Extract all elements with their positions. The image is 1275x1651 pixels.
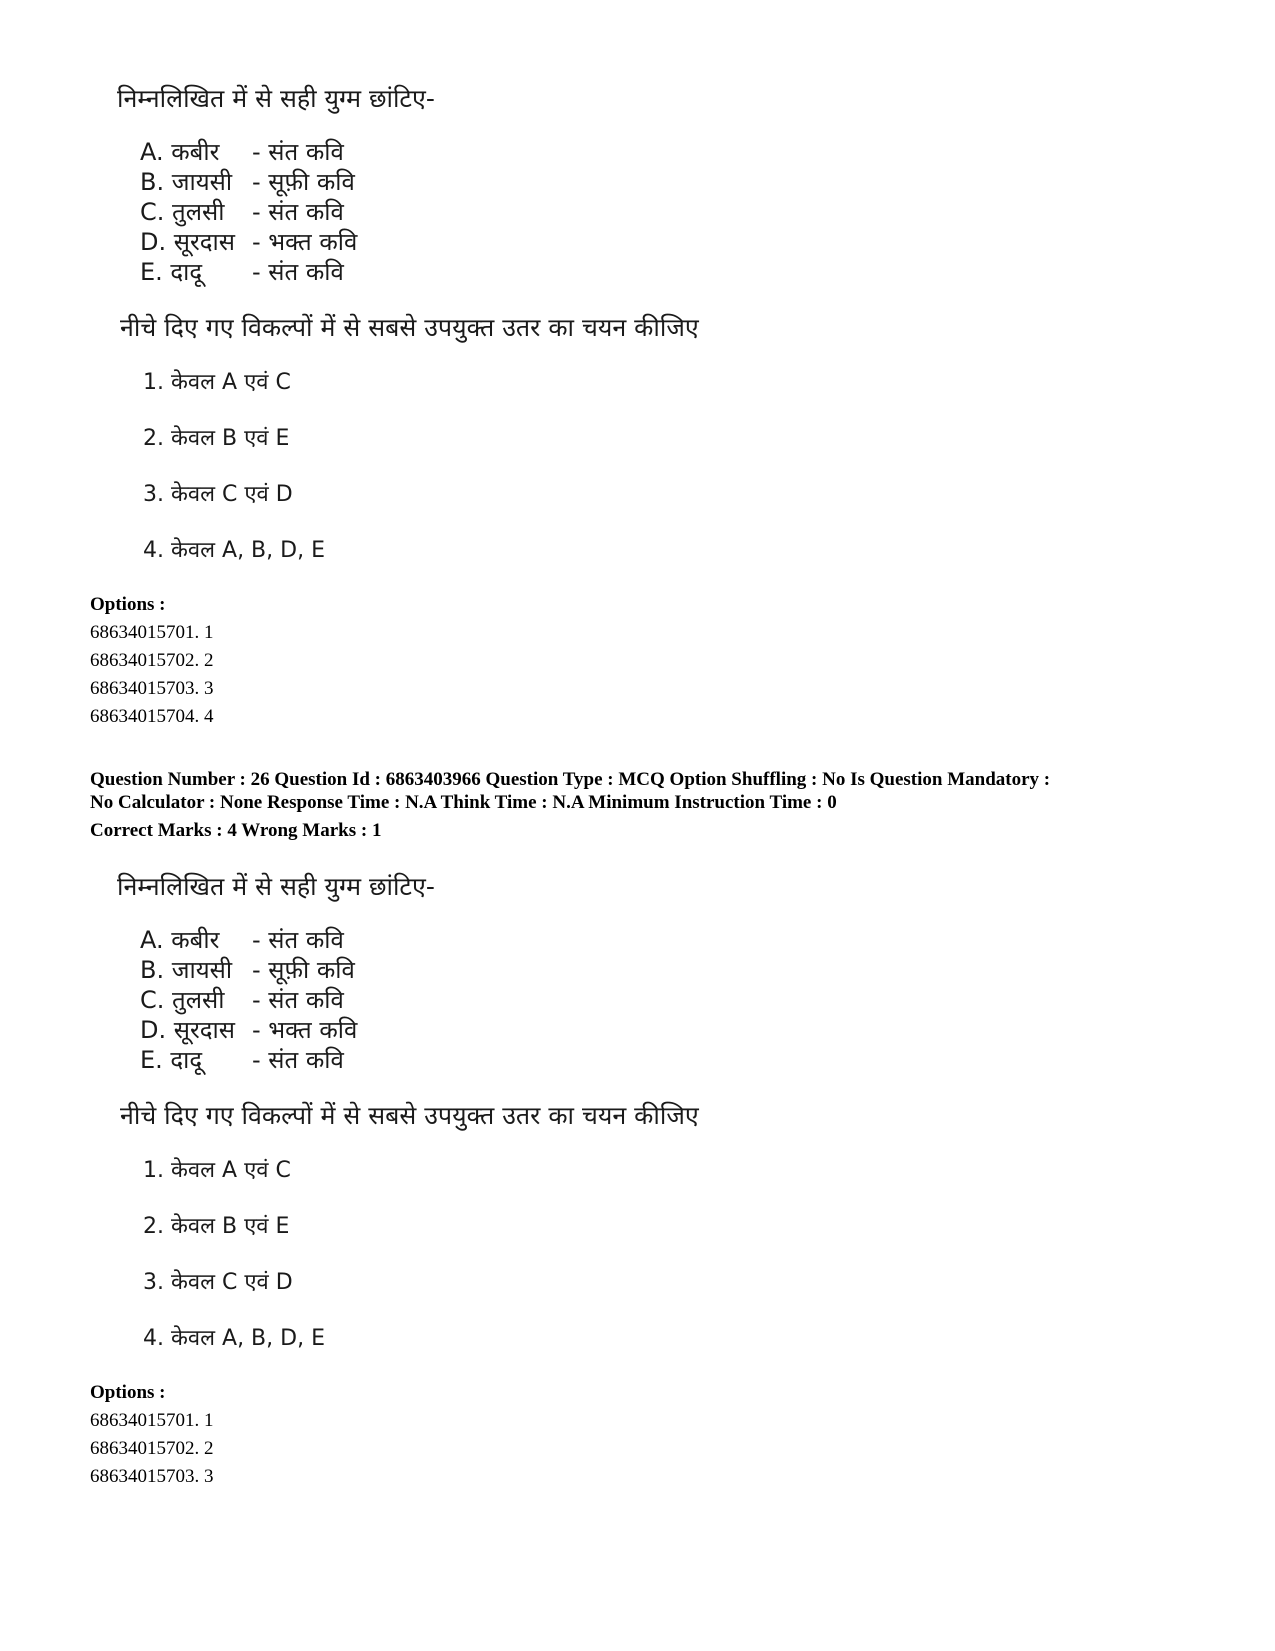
pair-row <box>140 988 344 1012</box>
pair-value: - संत कवि <box>252 1046 344 1074</box>
pair-value: - सूफ़ी कवि <box>252 956 355 984</box>
pair-row <box>140 260 344 284</box>
pair-value: - संत कवि <box>252 926 344 954</box>
option-item: 68634015704. 4 <box>90 706 214 727</box>
pair-row <box>140 230 357 254</box>
pair-value: - भक्त कवि <box>252 228 358 256</box>
option-item: 68634015702. 2 <box>90 1438 214 1459</box>
option-item: 68634015703. 3 <box>90 1466 214 1487</box>
pair-value: - सूफ़ी कवि <box>252 168 355 196</box>
choice-item: 1. केवल A एवं C <box>143 1158 291 1183</box>
pair-key: B. जायसी <box>140 956 233 984</box>
question-prompt: नीचे दिए गए विकल्पों में से सबसे उपयुक्त उतर का चयन कीजिए <box>120 1101 699 1130</box>
question-header-line2: No Calculator : None Response Time : N.A Think Time : N.A Minimum Instruction Time : 0 <box>90 792 837 813</box>
choice-item: 4. केवल A, B, D, E <box>143 538 325 563</box>
pair-key: E. दादू <box>140 1046 203 1074</box>
choice-item: 2. केवल B एवं E <box>143 426 290 451</box>
pair-row <box>140 1048 344 1072</box>
pair-key: E. दादू <box>140 258 203 286</box>
pair-row <box>140 958 355 982</box>
question-marks: Correct Marks : 4 Wrong Marks : 1 <box>90 820 382 841</box>
option-item: 68634015703. 3 <box>90 678 214 699</box>
pair-row <box>140 200 344 224</box>
choice-item: 3. केवल C एवं D <box>143 1270 293 1295</box>
question-instruction: निम्नलिखित में से सही युग्म छांटिए- <box>117 84 435 113</box>
option-item: 68634015701. 1 <box>90 1410 214 1431</box>
pair-key: C. तुलसी <box>140 986 225 1014</box>
option-item: 68634015702. 2 <box>90 650 214 671</box>
pair-key: D. सूरदास <box>140 1016 235 1044</box>
pair-row <box>140 1018 357 1042</box>
pair-row <box>140 140 344 164</box>
option-item: 68634015701. 1 <box>90 622 214 643</box>
question-instruction: निम्नलिखित में से सही युग्म छांटिए- <box>117 872 435 901</box>
pair-key: D. सूरदास <box>140 228 235 256</box>
pair-key: C. तुलसी <box>140 198 225 226</box>
options-label: Options : <box>90 594 166 615</box>
choice-item: 4. केवल A, B, D, E <box>143 1326 325 1351</box>
options-label: Options : <box>90 1382 166 1403</box>
pair-row <box>140 170 355 194</box>
choice-item: 2. केवल B एवं E <box>143 1214 290 1239</box>
choice-item: 1. केवल A एवं C <box>143 370 291 395</box>
pair-value: - संत कवि <box>252 986 344 1014</box>
question-prompt: नीचे दिए गए विकल्पों में से सबसे उपयुक्त उतर का चयन कीजिए <box>120 313 699 342</box>
pair-value: - संत कवि <box>252 198 344 226</box>
pair-value: - संत कवि <box>252 258 344 286</box>
pair-key: A. कबीर <box>140 138 220 166</box>
pair-key: B. जायसी <box>140 168 233 196</box>
question-header-line1: Question Number : 26 Question Id : 6863403966 Question Type : MCQ Option Shuffling : No Is Question Mandatory : <box>90 769 1051 790</box>
pair-value: - भक्त कवि <box>252 1016 358 1044</box>
choice-item: 3. केवल C एवं D <box>143 482 293 507</box>
pair-key: A. कबीर <box>140 926 220 954</box>
pair-row <box>140 928 344 952</box>
pair-value: - संत कवि <box>252 138 344 166</box>
